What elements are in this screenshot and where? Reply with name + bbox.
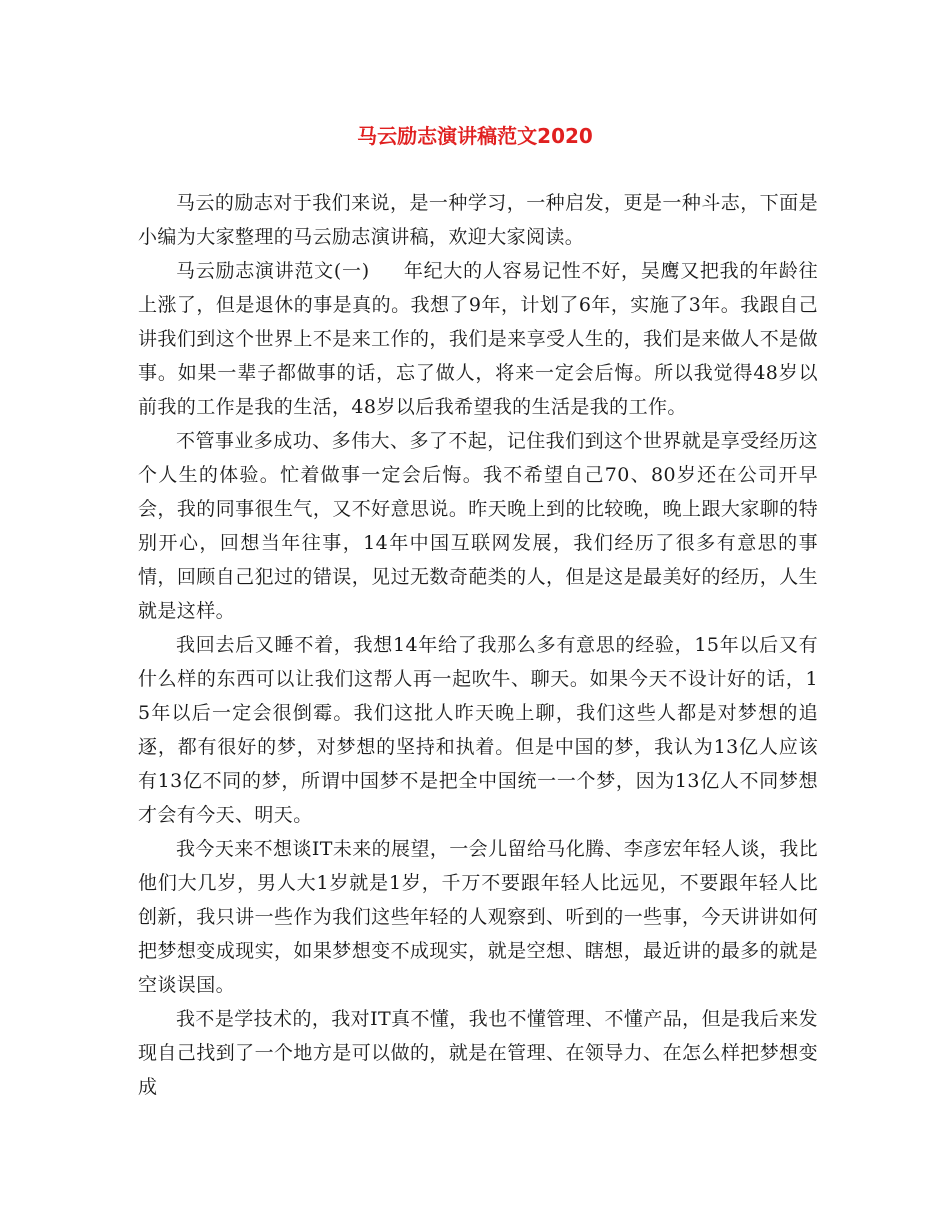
paragraph-text: 年纪大的人容易记性不好，吴鹰又把我的年龄往上涨了，但是退休的事是真的。我想了9年，计划了6年，实施了3年。我跟自己讲我们到这个世界上不是来工作的，我们是来享受人生的，我们是来做人不是做事。如果一辈子都做事的话，忘了做人，将来一定会后悔。所以我觉得48岁以前我的工作是我的生活，48岁以后我希望我的生活是我的工作。 <box>138 260 818 418</box>
body-paragraph-3: 我回去后又睡不着，我想14年给了我那么多有意思的经验，15年以后又有什么样的东西可以让我们这帮人再一起吹牛、聊天。如果今天不设计好的话，15年以后一定会很倒霉。我们这批人昨天晚上聊，我们这些人都是对梦想的追逐，都有很好的梦，对梦想的坚持和执着。但是中国的梦，我认为13亿人应该有13亿不同的梦，所谓中国梦不是把全中国统一一个梦，因为13亿人不同梦想才会有今天、明天。 <box>138 634 818 826</box>
body-paragraph-5: 我不是学技术的，我对IT真不懂，我也不懂管理、不懂产品，但是我后来发现自己找到了一个地方是可以做的，就是在管理、在领导力、在怎么样把梦想变成 <box>138 1008 818 1098</box>
intro-paragraph: 马云的励志对于我们来说，是一种学习，一种启发，更是一种斗志，下面是小编为大家整理的马云励志演讲稿，欢迎大家阅读。 <box>138 192 818 248</box>
section-heading: 马云励志演讲范文(一) <box>176 260 370 282</box>
document-body <box>138 186 818 1104</box>
body-paragraph-2: 不管事业多成功、多伟大、多了不起，记住我们到这个世界就是享受经历这个人生的体验。忙着做事一定会后悔。我不希望自己70、80岁还在公司开早会，我的同事很生气，又不好意思说。昨天晚上到的比较晚，晚上跟大家聊的特别开心，回想当年往事，14年中国互联网发展，我们经历了很多有意思的事情，回顾自己犯过的错误，见过无数奇葩类的人，但是这是最美好的经历，人生就是这样。 <box>138 430 818 622</box>
section-paragraph-1 <box>138 254 818 424</box>
document-title: 马云励志演讲稿范文2020 <box>357 124 593 148</box>
body-paragraph-4: 我今天来不想谈IT未来的展望，一会儿留给马化腾、李彦宏年轻人谈，我比他们大几岁，男人大1岁就是1岁，千万不要跟年轻人比远见，不要跟年轻人比创新，我只讲一些作为我们这些年轻的人观察到、听到的一些事，今天讲讲如何把梦想变成现实，如果梦想变不成现实，就是空想、瞎想，最近讲的最多的就是空谈误国。 <box>138 838 818 996</box>
